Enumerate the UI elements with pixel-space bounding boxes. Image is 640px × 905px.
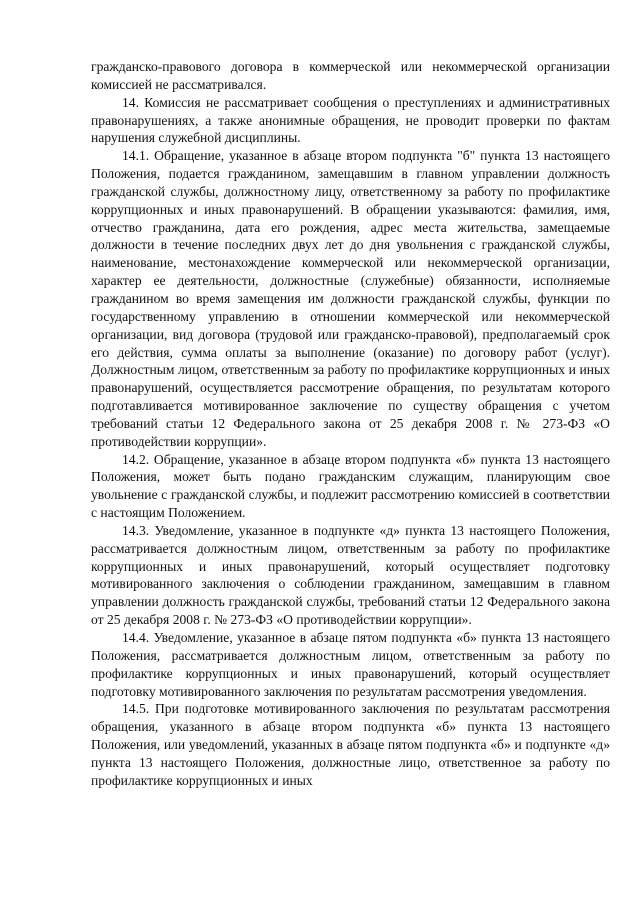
paragraph-14: 14. Комиссия не рассматривает сообщения о преступлениях и административных правонарушениях, а также анонимные обращения, не проводит проверки по фактам нарушения служебной дисциплины. bbox=[91, 94, 610, 146]
paragraph-14-3: 14.3. Уведомление, указанное в подпункте «д» пункта 13 настоящего Положения, рассматривается должностным лицом, ответственным за работу по профилактике коррупционных и иных правонарушений, который осуществляет подготовку мотивированного заключения о соблюдении гражданином, замещавшим в главном управлении должность гражданской службы, требований статьи 12 Федерального закона от 25 декабря 2008 г. № 273-ФЗ «О противодействии коррупции». bbox=[91, 522, 610, 628]
paragraph-14-1: 14.1. Обращение, указанное в абзаце втором подпункта "б" пункта 13 настоящего Положения, подается гражданином, замещавшим в главном управлении должность гражданской службы, должностному лицу, ответственному за работу по профилактике коррупционных и иных правонарушений. В обращении указываются: фамилия, имя, отчество гражданина, дата его рождения, адрес места жительства, замещаемые должности в течение последних двух лет до дня увольнения с гражданской службы, наименование, местонахождение коммерческой или некоммерческой организации, характер ее деятельности, должностные (служебные) обязанности, исполняемые гражданином во время замещения им должности гражданской службы, функции по государственному управлению в отношении коммерческой или некоммерческой организации, вид договора (трудовой или гражданско-правовой), предполагаемый срок его действия, сумма оплаты за выполнение (оказание) по договору работ (услуг). Должностным лицом, ответственным за работу по профилактике коррупционных и иных правонарушений, осуществляется рассмотрение обращения, по результатам которого подготавливается мотивированное заключение по существу обращения с учетом требований статьи 12 Федерального закона от 25 декабря 2008 г. № 273-ФЗ «О противодействии коррупции». bbox=[91, 148, 610, 449]
paragraph-14-4: 14.4. Уведомление, указанное в абзаце пятом подпункта «б» пункта 13 настоящего Положения, рассматривается должностным лицом, ответственным за работу по профилактике коррупционных и иных правонарушений, который осуществляет подготовку мотивированного заключения по результатам рассмотрения уведомления. bbox=[91, 630, 610, 699]
paragraph-14-2: 14.2. Обращение, указанное в абзаце втором подпункта «б» пункта 13 настоящего Положения, может быть подано гражданским служащим, планирующим свое увольнение с гражданской службы, и подлежит рассмотрению комиссией в соответствии с настоящим Положением. bbox=[91, 451, 610, 521]
paragraph-continuation: гражданско-правового договора в коммерческой или некоммерческой организации комиссией не рассматривался. bbox=[91, 59, 610, 92]
paragraph-14-5: 14.5. При подготовке мотивированного заключения по результатам рассмотрения обращения, указанного в абзаце втором подпункта «б» пункта 13 настоящего Положения, или уведомлений, указанных в абзаце пятом подпункта «б» и подпункте «д» пункта 13 настоящего Положения, должностные лицо, ответственное за работу по профилактике коррупционных и иных bbox=[91, 701, 610, 788]
document-page bbox=[91, 58, 610, 790]
